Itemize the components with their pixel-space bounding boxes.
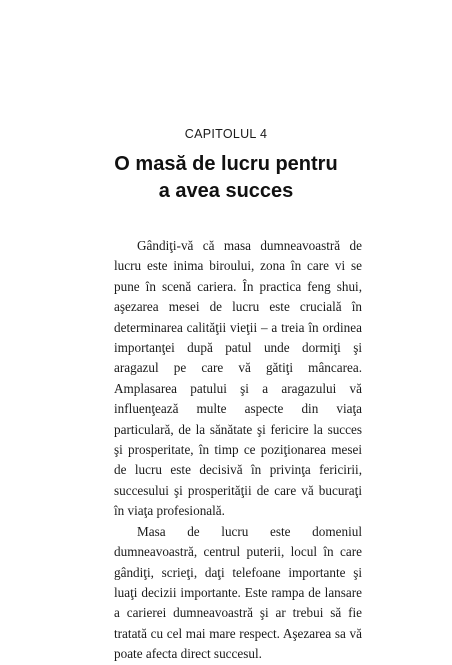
chapter-body — [114, 236, 362, 665]
chapter-label: CAPITOLUL 4 — [184, 127, 268, 141]
paragraph: Masa de lucru este domeniul dumneavoastră, centrul puterii, locul în care gândiţi, scrieţi, daţi telefoane importante şi luaţi decizii importante. Este rampa de lansare a carierei dumneavoastră şi ar trebui să fie tratată cu cel mai mare respect. Aşezarea sa vă poate afecta direct succesul. — [114, 523, 362, 662]
paragraph: Gândiţi-vă că masa dumneavoastră de lucru este inima biroului, zona în care vi se pune în scenă cariera. În practica feng shui, aşezarea mesei de lucru este crucială în determinarea calităţii vieţii – a treia în ordinea importanţei după patul unde dormiţi şi aragazul pe care vă gătiţi mâncarea. Amplasarea patului şi a aragazului vă influenţează multe aspecte din viaţa particulară, de la sănătate şi fericire la succes şi prosperitate, în timp ce poziţionarea mesei de lucru este decisivă în privinţa fericirii, succesului şi prosperităţii de care vă bucuraţi în viaţa profesională. — [114, 238, 362, 519]
chapter-title — [0, 151, 452, 205]
chapter-title-line-1: O masă de lucru pentru — [114, 153, 338, 175]
chapter-title-line-2: a avea succes — [158, 180, 294, 202]
